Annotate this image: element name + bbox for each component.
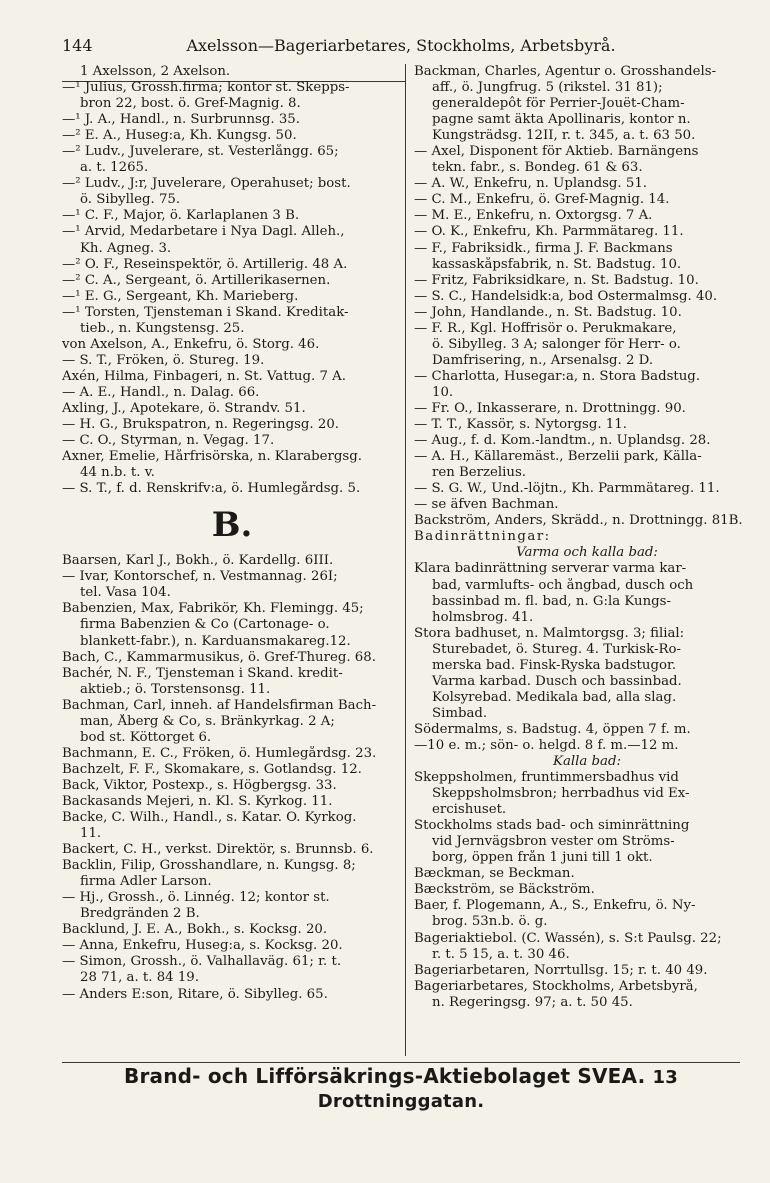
entry-line: Kh. Agneg. 3. [80,240,172,256]
entry-line: Bredgränden 2 B. [80,906,200,922]
entry-line: — Hj., Grossh., ö. Linnég. 12; kontor st. [62,890,330,906]
entry-line: tekn. fabr., s. Bondeg. 61 & 63. [432,160,643,176]
entry-line: Bageriarbetaren, Norrtullsg. 15; r. t. 40 49. [414,962,708,978]
entry-line: 28 71, a. t. 84 19. [80,970,199,986]
entry-line: brog. 53n.b. ö. g. [432,914,548,930]
entry-line: —² O. F., Reseinspektör, ö. Artillerig. 48 A. [62,256,348,272]
entry-line: Bæckström, se Bäckström. [414,882,595,898]
entry-line: —² Ludv., Juvelerare, st. Vesterlångg. 65; [62,144,339,160]
entry-line: — H. G., Brukspatron, n. Regeringsg. 20. [62,417,340,433]
entry-line: —² E. A., Huseg:a, Kh. Kungsg. 50. [62,128,297,144]
entry-line: Bachman, Carl, inneh. af Handelsfirman Bach- [62,697,377,713]
column-divider [405,64,406,1056]
entry-line: Axén, Hilma, Finbageri, n. St. Vattug. 7 A. [62,368,346,384]
entry-line: — T. T., Kassör, s. Nytorgsg. 11. [414,417,627,433]
entry-line: — se äfven Bachman. [414,497,559,513]
entry-line: — Anders E:son, Ritare, ö. Sibylleg. 65. [62,986,328,1002]
entry-line: —¹ J. A., Handl., n. Surbrunnsg. 35. [62,112,300,128]
entry-line: — A. E., Handl., n. Dalag. 66. [62,384,260,400]
page-header [62,36,740,60]
entry-line: 11. [80,826,102,842]
entry-line: Sturebadet, ö. Stureg. 4. Turkisk-Ro- [432,641,681,657]
entry-line: bassinbad m. fl. bad, n. G:la Kungs- [432,593,671,609]
entry-line: Skeppsholmen, fruntimmersbadhus vid [414,770,679,786]
entry-line: — A. W., Enkefru, n. Uplandsg. 51. [414,176,648,192]
entry-line: Kungsträdsg. 12II, r. t. 345, a. t. 63 50. [432,128,696,144]
entry-line: —² C. A., Sergeant, ö. Artillerikasernen. [62,272,331,288]
entry-line: Bachzelt, F. F., Skomakare, s. Gotlandsg. 12. [62,761,362,777]
entry-line: — C. M., Enkefru, ö. Gref-Magnig. 14. [414,192,670,208]
entry-line: Axner, Emelie, Hårfrisörska, n. Klarabergsg. [62,449,362,465]
bath-subheading: Varma och kalla bad: [516,545,658,561]
ad-rule [62,1062,740,1063]
entry-line: — John, Handlande., n. St. Badstug. 10. [414,304,682,320]
page-number: 144 [62,36,93,55]
entry-line: Simbad. [432,705,488,721]
section-letter: B. [211,505,253,546]
entry-line: Backström, Anders, Skrädd., n. Drottningg. 81B. [414,513,743,529]
entry-line: bod st. Köttorget 6. [80,729,212,745]
entry-line: Stora badhuset, n. Malmtorgsg. 3; filial: [414,625,685,641]
entry-line: — Simon, Grossh., ö. Valhallaväg. 61; r. t. [62,954,342,970]
entry-line: Klara badinrättning serverar varma kar- [414,561,687,577]
entry-line: — Anna, Enkefru, Huseg:a, s. Kocksg. 20. [62,938,343,954]
entry-line: merska bad. Finsk-Ryska badstugor. [432,657,677,673]
entry-line: Damfrisering, n., Arsenalsg. 2 D. [432,352,654,368]
entry-line: ö. Sibylleg. 75. [80,192,181,208]
entry-line: — F. R., Kgl. Hoffrisör o. Perukmakare, [414,320,677,336]
entry-line: generaldepôt för Perrier-Jouët-Cham- [432,96,685,112]
entry-line: Backman, Charles, Agentur o. Grosshandels- [414,64,717,79]
entry-line: — S. T., f. d. Renskrifv:a, ö. Humlegårdsg. 5. [62,481,361,497]
entry-line: —¹ Torsten, Tjensteman i Skand. Kreditak- [62,304,349,320]
entry-line: firma Babenzien & Co (Cartonage- o. [80,617,330,633]
entry-line: — O. K., Enkefru, Kh. Parmmätareg. 11. [414,224,684,240]
entry-line: — Ivar, Kontorschef, n. Vestmannag. 26I; [62,569,338,585]
entry-line: a. t. 1265. [80,160,149,176]
entry-line: n. Regeringsg. 97; a. t. 50 45. [432,994,633,1010]
entry-line: Södermalms, s. Badstug. 4, öppen 7 f. m. [414,721,691,737]
entry-line: firma Adler Larson. [80,874,212,890]
entry-line: — M. E., Enkefru, n. Oxtorgsg. 7 A. [414,208,653,224]
entry-line: ercishuset. [432,802,507,818]
entry-line: pagne samt äkta Apollinaris, kontor n. [432,112,691,128]
entry-line: —¹ Julius, Grossh.firma; kontor st. Skepps- [62,80,350,96]
entry-line: Backasands Mejeri, n. Kl. S. Kyrkog. 11. [62,793,333,809]
entry-line: Bachér, N. F., Tjensteman i Skand. kredit- [62,665,343,681]
entry-line: r. t. 5 15, a. t. 30 46. [432,946,570,962]
entry-line: Back, Viktor, Postexp., s. Högbergsg. 33. [62,777,337,793]
entry-line: von Axelson, A., Enkefru, ö. Storg. 46. [62,336,320,352]
entry-line: Baarsen, Karl J., Bokh., ö. Kardellg. 6III. [62,553,334,569]
entry-line: — Fr. O., Inkasserare, n. Drottningg. 90. [414,400,686,416]
bath-entries-cold [414,770,760,1011]
entry-line: — Fritz, Fabriksidkare, n. St. Badstug. 10. [414,272,699,288]
entry-line: Skeppsholmsbron; herrbadhus vid Ex- [432,786,690,802]
entry-line: Backe, C. Wilh., Handl., s. Katar. Ö. Kyrkog. [62,810,357,826]
entry-line: —¹ Arvid, Medarbetare i Nya Dagl. Alleh., [62,224,345,240]
entry-line: —¹ E. G., Sergeant, Kh. Marieberg. [62,288,299,304]
entry-line: man, Åberg & Co, s. Bränkyrkag. 2 A; [80,713,335,729]
entry-line: — F., Fabriksidk., firma J. F. Backmans [414,240,673,256]
entry-line: —¹ C. F., Major, ö. Karlaplanen 3 B. [62,208,300,224]
bath-heading: Badinrättningar: [414,529,551,545]
entry-line: tel. Vasa 104. [80,585,171,601]
entry-line: — Axel, Disponent för Aktieb. Barnängens [414,144,699,160]
entry-line: Backlin, Filip, Grosshandlare, n. Kungsg. 8; [62,858,356,874]
entry-line: —² Ludv., J:r, Juvelerare, Operahuset; bost. [62,176,351,192]
entry-line: Backert, C. H., verkst. Direktör, s. Brunnsb. 6. [62,842,374,858]
entry-line: Bageriaktiebol. (C. Wassén), s. S:t Paulsg. 22; [414,930,722,946]
insurance-advertisement [62,1064,740,1112]
ad-address: 13 Drottninggatan. [317,1067,678,1112]
entry-line: Stockholms stads bad- och siminrättning [414,818,690,834]
entry-line: Backlund, J. E. A., Bokh., s. Kocksg. 20. [62,922,328,938]
entry-line: Varma karbad. Dusch och bassinbad. [432,673,682,689]
ad-main: Brand- och Lifförsäkrings-Aktiebolaget SVEA. [124,1064,646,1088]
entry-line: 44 n.b. t. v. [80,465,155,481]
entry-line: Bæckman, se Beckman. [414,866,575,882]
entry-line: aktieb.; ö. Torstensonsg. 11. [80,681,271,697]
entry-line: kassaskåpsfabrik, n. St. Badstug. 10. [432,256,682,272]
entry-line: Bachmann, E. C., Fröken, ö. Humlegårdsg. 23. [62,745,377,761]
entry-line: — S. T., Fröken, ö. Stureg. 19. [62,352,265,368]
entry-line: Babenzien, Max, Fabrikör, Kh. Flemingg. 45; [62,601,364,617]
entry-line: Bach, C., Kammarmusikus, ö. Gref-Thureg. 68. [62,649,376,665]
entry-line: Baer, f. Plogemann, A., S., Enkefru, ö. Ny- [414,898,696,914]
entry-line: blankett-fabr.), n. Karduansmakareg.12. [80,633,351,649]
entry-line: Bageriarbetares, Stockholms, Arbetsbyrå, [414,978,698,994]
entry-line: 10. [432,384,454,400]
running-title: Axelsson—Bageriarbetares, Stockholms, Arbetsbyrå. [186,36,616,55]
entry-line: — Charlotta, Husegar:a, n. Stora Badstug. [414,368,701,384]
entry-line: 1 Axelsson, 2 Axelson. [80,64,231,79]
entry-line: — S. G. W., Und.-löjtn., Kh. Parmmätareg. 11. [414,481,720,497]
entry-line: — S. C., Handelsidk:a, bod Östermalmsg. 40. [414,288,718,304]
left-column [62,64,402,1003]
entry-line: —10 e. m.; sön- o. helgd. 8 f. m.—12 m. [414,737,679,753]
entry-line: tieb., n. Kungstensg. 25. [80,320,245,336]
entry-line: — C. O., Styrman, n. Vegag. 17. [62,433,275,449]
entry-line: bron 22, bost. ö. Gref-Magnig. 8. [80,96,301,112]
left-entries-b [62,553,402,1002]
entry-line: aff., ö. Jungfrug. 5 (rikstel. 31 81); [432,80,663,96]
entry-line: ö. Sibylleg. 3 A; salonger för Herr- o. [432,336,681,352]
entry-line: ren Berzelius. [432,465,527,481]
entry-line: vid Jernvägsbron vester om Ströms- [432,834,675,850]
cold-bath-heading: Kalla bad: [553,754,621,770]
entry-line: — Aug., f. d. Kom.-landtm., n. Uplandsg. 28. [414,433,711,449]
bath-entries-warm [414,561,760,754]
entry-line: holmsbrog. 41. [432,609,534,625]
entry-line: borg, öppen från 1 juni till 1 okt. [432,850,653,866]
entry-line: bad, varmlufts- och ångbad, dusch och [432,577,694,593]
entry-line: Axling, J., Apotekare, ö. Strandv. 51. [62,400,306,416]
entry-line: — A. H., Källaremäst., Berzelii park, Källa- [414,449,702,465]
left-entries-a [62,64,402,497]
entry-line: Kolsyrebad. Medikala bad, alla slag. [432,689,677,705]
right-entries-a [414,64,760,529]
right-column [414,64,760,1011]
